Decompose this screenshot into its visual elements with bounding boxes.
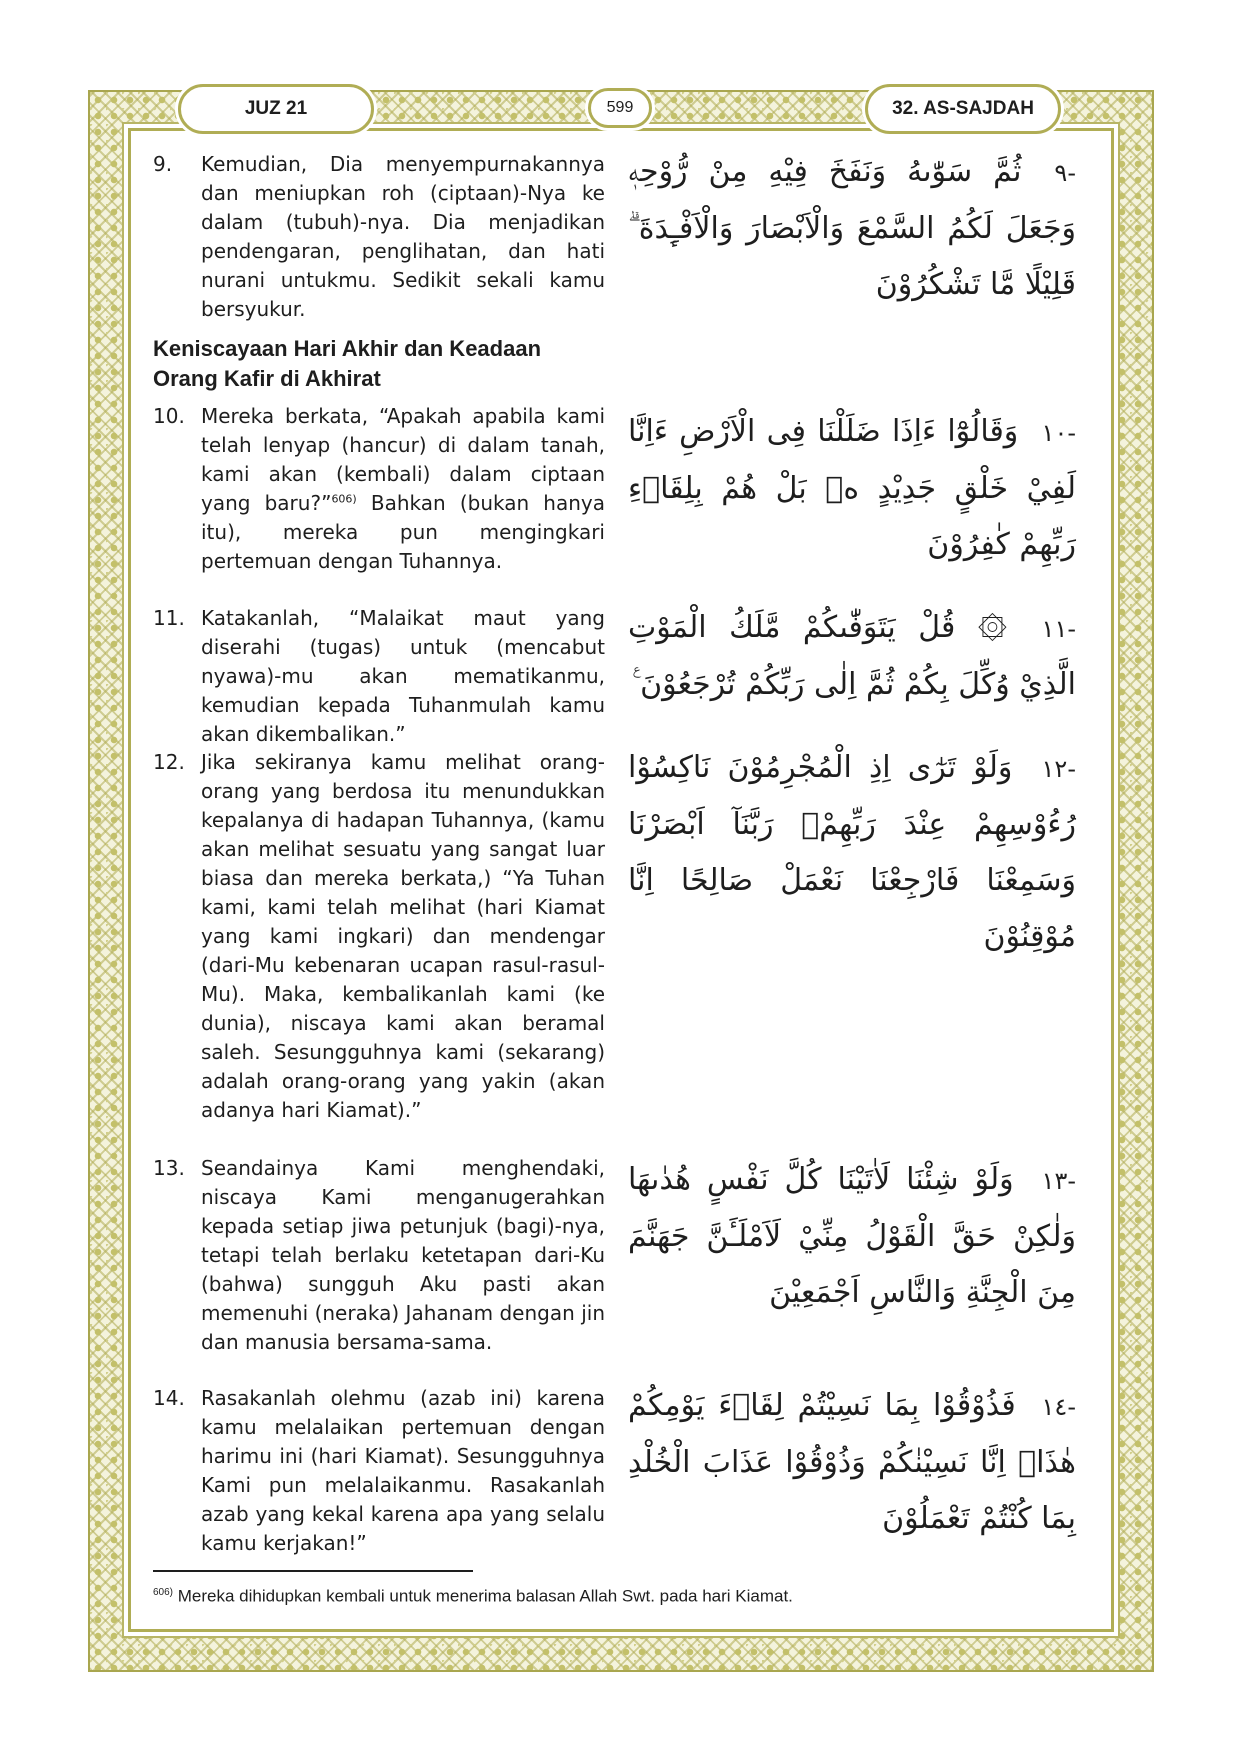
footnote-reference[interactable]: 606) bbox=[331, 492, 357, 506]
verse-text: Kemudian, Dia menyempurnakannya dan meniupkan roh (ciptaan)-Nya ke dalam (tubuh)-nya. Dia menjadikan pendengaran, penglihatan, dan hati nurani untukmu. Sedikit sekali kamu bersyukur. bbox=[201, 152, 605, 321]
arabic-text: وَلَوْ شِئْنَا لَاٰتَيْنَا كُلَّ نَفْسٍ هُدٰىهَا وَلٰكِنْ حَقَّ الْقَوْلُ مِنِّيْ لَاَمْلَـَٔنَّ جَهَنَّمَ مِنَ الْجِنَّةِ وَالنَّاسِ اَجْمَعِيْنَ bbox=[628, 1162, 1076, 1310]
surah-label: 32. AS-SAJDAH bbox=[865, 84, 1061, 134]
verse-number: 14. bbox=[153, 1386, 185, 1410]
arabic-verse-number: -١١ bbox=[1041, 615, 1076, 643]
arabic-text: وَلَوْ تَرٰٓى اِذِ الْمُجْرِمُوْنَ نَاكِسُوْا رُءُوْسِهِمْ عِنْدَ رَبِّهِمْۗ رَبَّنَآ اَبْصَرْنَا وَسَمِعْنَا فَارْجِعْنَا نَعْمَلْ صَالِحًا اِنَّا مُوْقِنُوْنَ bbox=[628, 750, 1076, 954]
verse-13-arabic bbox=[628, 1152, 1076, 1321]
verse-14-translation bbox=[150, 1384, 605, 1558]
juz-label: JUZ 21 bbox=[178, 84, 374, 134]
verse-number: 12. bbox=[153, 750, 185, 774]
verse-number: 11. bbox=[153, 606, 185, 630]
arabic-verse-number: -١٣ bbox=[1041, 1167, 1076, 1195]
footnote bbox=[153, 1582, 1053, 1608]
verse-number: 10. bbox=[153, 404, 185, 428]
section-heading: Keniscayaan Hari Akhir dan Keadaan Orang Kafir di Akhirat bbox=[153, 336, 542, 391]
verse-text: Katakanlah, “Malaikat maut yang diserahi (tugas) untuk (mencabut nyawa)-mu akan mematikanmu, kemudian kepada Tuhanmulah kamu akan dikembalikan.” bbox=[201, 606, 605, 746]
arabic-text: فَذُوْقُوْا بِمَا نَسِيْتُمْ لِقَاۤءَ يَوْمِكُمْ هٰذَاۚ اِنَّا نَسِيْنٰكُمْ وَذُوْقُوْا عَذَابَ الْخُلْدِ بِمَا كُنْتُمْ تَعْمَلُوْنَ bbox=[628, 1388, 1076, 1536]
verse-11-translation bbox=[150, 604, 605, 749]
footnote-divider bbox=[153, 1570, 473, 1572]
verse-text: Seandainya Kami menghendaki, niscaya Kami menganugerahkan kepada setiap jiwa petunjuk (bagi)-nya, tetapi telah berlaku ketetapan dari-Ku (bahwa) sungguh Aku pasti akan memenuhi (neraka) Jahanam dengan jin dan manusia bersama-sama. bbox=[201, 1156, 605, 1354]
verse-text bbox=[201, 402, 605, 576]
arabic-text: وَقَالُوْٓا ءَاِذَا ضَلَلْنَا فِى الْاَرْضِ ءَاِنَّا لَفِيْ خَلْقٍ جَدِيْدٍ ەۗ بَلْ هُمْ بِلِقَاۤءِ رَبِّهِمْ كٰفِرُوْنَ bbox=[628, 414, 1076, 562]
page-number: 599 bbox=[588, 88, 652, 128]
verse-13-translation bbox=[150, 1154, 605, 1357]
footnote-text: Mereka dihidupkan kembali untuk menerima balasan Allah Swt. pada hari Kiamat. bbox=[173, 1586, 793, 1606]
footnote-marker: 606) bbox=[153, 1587, 174, 1598]
verse-text: Jika sekiranya kamu melihat orang-orang yang berdosa itu menundukkan kepalanya di hadapan Tuhannya, (kamu akan melihat sesuatu yang sangat luar biasa dan mereka berkata,) “Ya Tuhan kami, kami telah melihat (hari Kiamat yang kami ingkari) dan mendengar (dari-Mu kebenaran ucapan rasul-rasul-Mu). Maka, kembalikanlah kami (ke dunia), niscaya kami akan beramal saleh. Sesungguhnya kami (sekarang) adalah orang-orang yang yakin (akan adanya hari Kiamat).” bbox=[201, 750, 605, 1122]
arabic-verse-number: -١٢ bbox=[1041, 755, 1076, 783]
verse-12-translation bbox=[150, 748, 605, 1125]
verse-9-arabic bbox=[628, 144, 1076, 313]
arabic-text: ۞ قُلْ يَتَوَفّٰىكُمْ مَّلَكُ الْمَوْتِ الَّذِيْ وُكِّلَ بِكُمْ ثُمَّ اِلٰى رَبِّكُمْ تُرْجَعُوْنَ ࣖ bbox=[628, 610, 1076, 702]
verse-text-part: Bahkan (bukan hanya itu), mereka pun mengingkari pertemuan dengan Tuhannya. bbox=[201, 491, 605, 573]
arabic-verse-number: -١٤ bbox=[1041, 1393, 1076, 1421]
arabic-verse-number: -٩ bbox=[1054, 159, 1076, 187]
verse-14-arabic bbox=[628, 1378, 1076, 1547]
verse-10-translation bbox=[150, 402, 605, 576]
verse-number: 13. bbox=[153, 1156, 185, 1180]
verse-12-arabic bbox=[628, 740, 1076, 965]
verse-text: Rasakanlah olehmu (azab ini) karena kamu melalaikan pertemuan dengan harimu ini (hari Kiamat). Sesungguhnya Kami pun melalaikanmu. Rasakanlah azab yang kekal karena apa yang selalu kamu kerjakan!” bbox=[201, 1386, 605, 1555]
arabic-text: ثُمَّ سَوّٰىهُ وَنَفَخَ فِيْهِ مِنْ رُّوْحِهٖ وَجَعَلَ لَكُمُ السَّمْعَ وَالْاَبْصَارَ وَالْاَفْـِٕدَةَ ۗ قَلِيْلًا مَّا تَشْكُرُوْنَ bbox=[628, 154, 1076, 302]
verse-11-arabic bbox=[628, 600, 1076, 713]
verse-text-part: Mereka berkata, “Apakah apabila kami telah lenyap (hancur) di dalam tanah, kami akan (kembali) dalam ciptaan yang baru?” bbox=[201, 404, 605, 515]
verse-number: 9. bbox=[153, 152, 173, 176]
arabic-verse-number: -١٠ bbox=[1041, 419, 1076, 447]
verse-9-translation bbox=[150, 150, 605, 324]
verse-10-arabic bbox=[628, 404, 1076, 573]
